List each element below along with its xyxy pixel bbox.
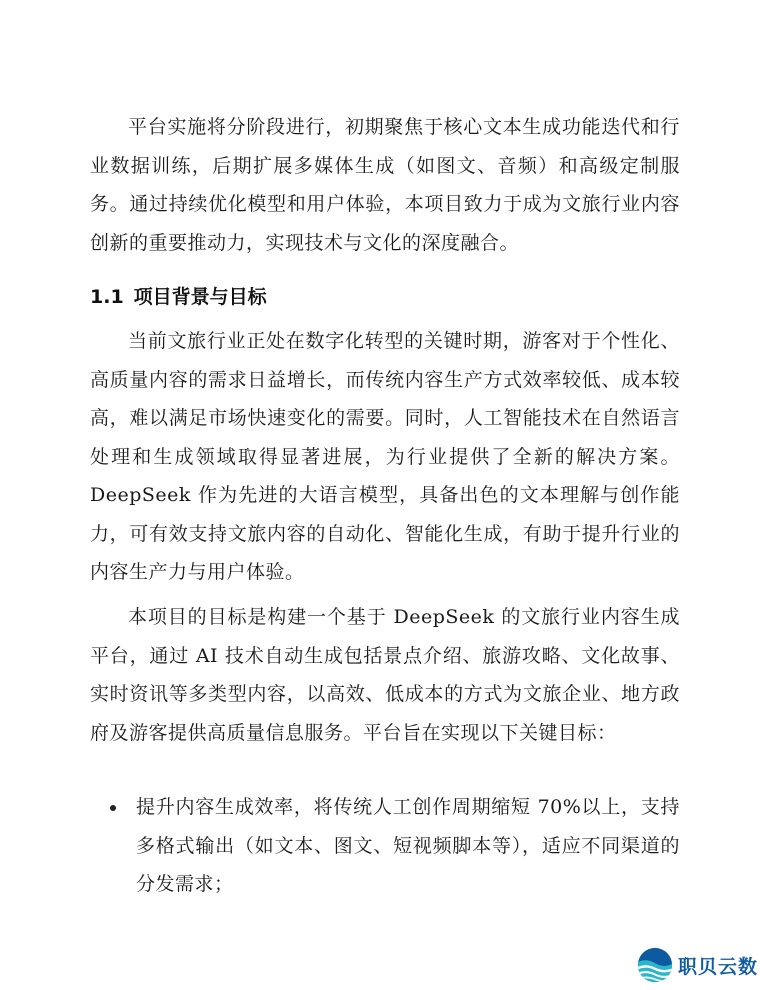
section-heading	[90, 282, 267, 312]
goals-list	[110, 788, 680, 904]
wave-globe-icon	[636, 946, 674, 984]
section-number: 1.1	[90, 286, 124, 308]
section-title: 项目背景与目标	[133, 286, 267, 308]
list-item	[110, 788, 680, 904]
goals-paragraph: 本项目的目标是构建一个基于 DeepSeek 的文旅行业内容生成平台，通过 AI 技术自动生成包括景点介绍、旅游攻略、文化故事、实时资讯等多类型内容，以高效、低成本的方式为文旅企业、地方政府及游客提供高质量信息服务。平台旨在实现以下关键目标：	[90, 606, 680, 744]
list-item-text: 提升内容生成效率，将传统人工创作周期缩短 70%以上，支持多格式输出（如文本、图文、短视频脚本等），适应不同渠道的分发需求；	[136, 796, 680, 895]
background-paragraph: 当前文旅行业正处在数字化转型的关键时期，游客对于个性化、高质量内容的需求日益增长，而传统内容生产方式效率较低、成本较高，难以满足市场快速变化的需要。同时，人工智能技术在自然语言处理和生成领域取得显著进展，为行业提供了全新的解决方案。DeepSeek 作为先进的大语言模型，具备出色的文本理解与创作能力，可有效支持文旅内容的自动化、智能化生成，有助于提升行业的内容生产力与用户体验。	[90, 330, 680, 583]
watermark-logo	[636, 946, 758, 984]
bullet-dot-icon	[110, 805, 116, 811]
watermark-brand-text: 职贝云数	[678, 955, 759, 978]
intro-paragraph: 平台实施将分阶段进行，初期聚焦于核心文本生成功能迭代和行业数据训练，后期扩展多媒体生成（如图文、音频）和高级定制服务。通过持续优化模型和用户体验，本项目致力于成为文旅行业内容创新的重要推动力，实现技术与文化的深度融合。	[90, 116, 680, 254]
